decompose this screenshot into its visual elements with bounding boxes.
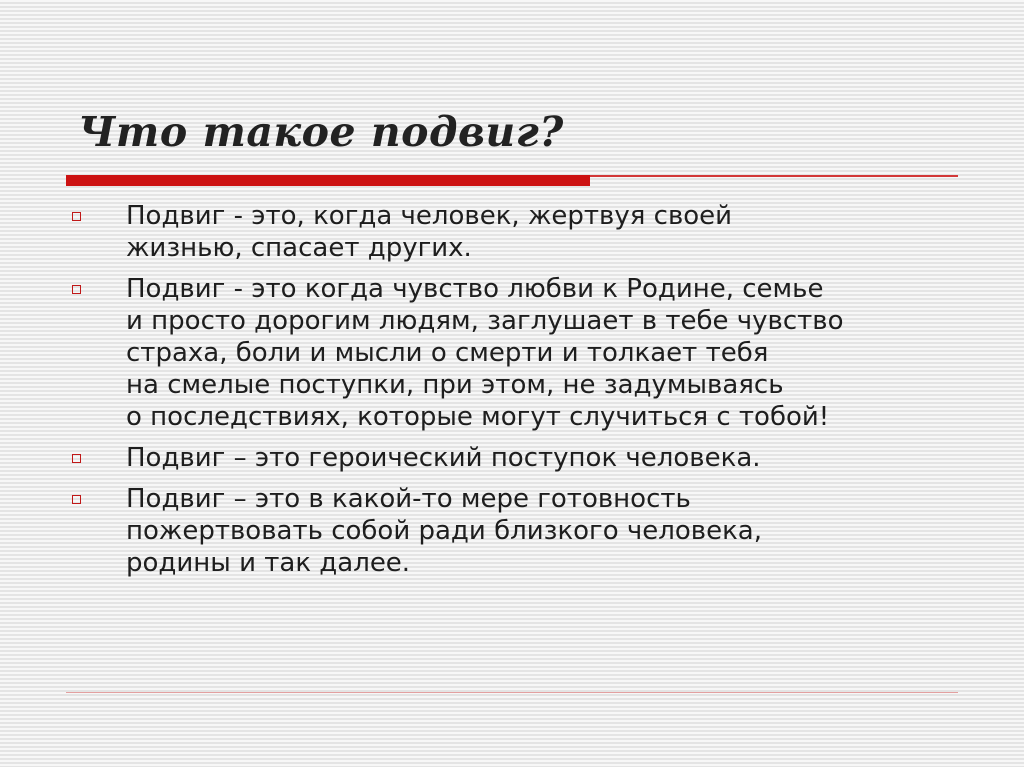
square-bullet-icon	[72, 495, 81, 504]
bullet-list	[72, 200, 952, 588]
list-item	[72, 200, 952, 264]
list-item	[72, 483, 952, 579]
square-bullet-icon	[72, 285, 81, 294]
bullet-text: Подвиг - это, когда человек, жертвуя своей жизнью, спасает других.	[126, 201, 733, 263]
list-item	[72, 442, 952, 474]
bullet-text: Подвиг - это когда чувство любви к Родине, семье и просто дорогим людям, заглушает в тебе чувство страха, боли и мысли о смерти и толкает тебя на смелые поступки, при этом, не задумываясь о последствиях, которые могут случиться с тобой!	[126, 274, 844, 432]
title-underline-thick	[66, 175, 590, 186]
square-bullet-icon	[72, 454, 81, 463]
footer-rule	[66, 692, 958, 693]
bullet-text: Подвиг – это в какой-то мере готовность пожертвовать собой ради близкого человека, родины и так далее.	[126, 484, 762, 578]
list-item	[72, 273, 952, 433]
bullet-text: Подвиг – это героический поступок человека.	[126, 443, 761, 473]
slide-title: Что такое подвиг?	[78, 108, 564, 156]
title-underline-thin	[590, 175, 958, 177]
square-bullet-icon	[72, 212, 81, 221]
